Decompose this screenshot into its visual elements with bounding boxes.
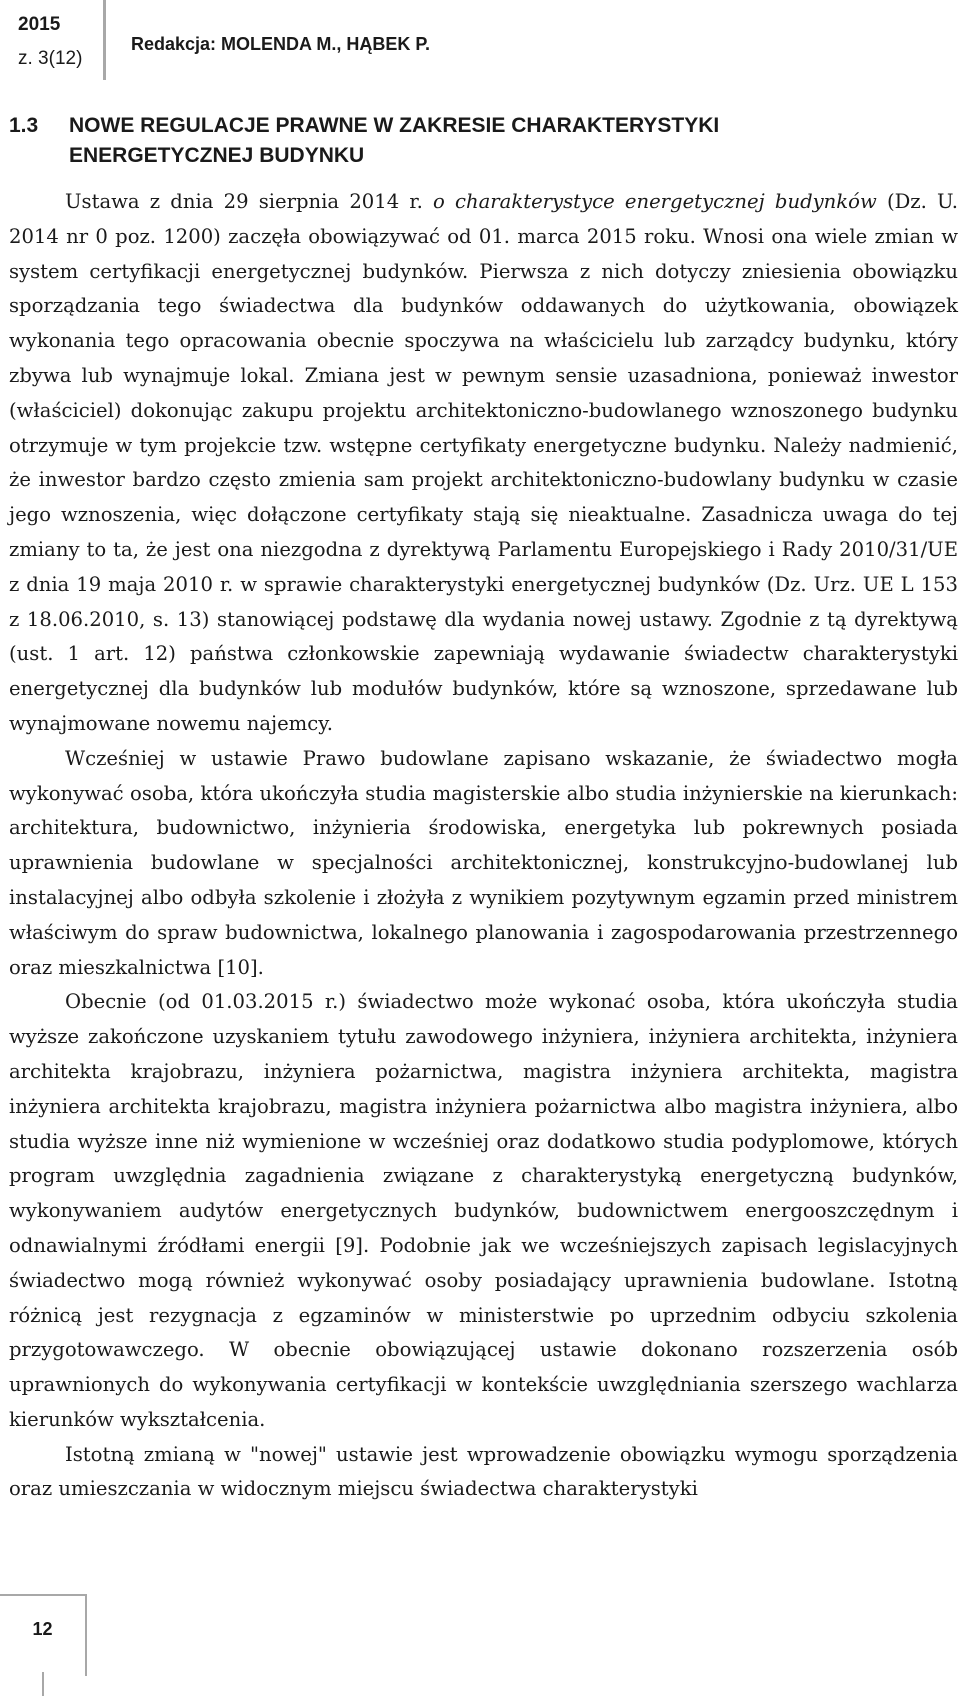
page-header bbox=[0, 0, 960, 80]
section-number: 1.3 bbox=[9, 114, 39, 137]
page-number: 12 bbox=[32, 1619, 53, 1639]
header-editors: Redakcja: MOLENDA M., HĄBEK P. bbox=[131, 34, 431, 54]
paragraph-1-lead: Ustawa z dnia 29 sierpnia 2014 r. bbox=[65, 190, 434, 213]
paragraph-4: Istotną zmianą w "nowej" ustawie jest wprowadzenie obowiązku wymogu sporządzenia oraz umieszczania w widocznym miejscu świadectwa charakterystyki bbox=[9, 1442, 958, 1501]
header-year: 2015 bbox=[18, 14, 61, 35]
paragraph-1-rest: (Dz. U. 2014 nr 0 poz. 1200) zaczęła obowiązywać od 01. marca 2015 roku. Wnosi ona wiele zmian w system certyfikacji energetycznej budynków. Pierwsza z nich dotyczy zniesienia obowiązku sporządzania tego świadectwa dla budynków oddawanych do użytkowania, obowiązek wykonania tego opracowania obecnie spoczywa na właścicielu lub zarządcy budynku, który zbywa lub wynajmuje lokal. Zmiana jest w pewnym sensie uzasadniona, ponieważ inwestor (właściciel) dokonując zakupu projektu architektoniczno-budowlanego wznoszonego budynku otrzymuje w tym projekcie tzw. wstępne certyfikaty energetyczne budynku. Należy nadmienić, że inwestor bardzo często zmienia sam projekt architektoniczno-budowlany budynku w czasie jego wznoszenia, więc dołączone certyfikaty stają się nieaktualne. Zasadnicza uwaga do tej zmiany to ta, że jest ona niezgodna z dyrektywą Parlamentu Europejskiego i Rady 2010/31/UE z dnia 19 maja 2010 r. w sprawie charakterystyki energetycznej budynków (Dz. Urz. UE L 153 z 18.06.2010, s. 13) stanowiącej podstawę dla wydania nowej ustawy. Zgodnie z tą dyrektywą (ust. 1 art. 12) państwa członkowskie zapewniają wydawanie świadectw charakterystyki energetycznej dla budynków lub modułów budynków, które są wznoszone, sprzedawane lub wynajmowane nowemu najemcy. bbox=[9, 190, 958, 735]
header-divider bbox=[103, 0, 106, 80]
header-issue: z. 3(12) bbox=[18, 48, 83, 69]
section-title-line-2: ENERGETYCZNEJ BUDYNKU bbox=[69, 144, 365, 167]
section-heading-line-1 bbox=[9, 111, 939, 141]
page-number-rule bbox=[42, 1672, 44, 1696]
section-heading bbox=[9, 111, 939, 171]
article-body bbox=[9, 185, 958, 1507]
act-title-italic: o charakterystyce energetycznej budynków bbox=[433, 190, 877, 213]
paragraph-1 bbox=[9, 185, 958, 742]
paragraph-3: Obecnie (od 01.03.2015 r.) świadectwo może wykonać osoba, która ukończyła studia wyższe zakończone uzyskaniem tytułu zawodowego inżyniera, inżyniera architekta, inżyniera architekta krajobrazu, inżyniera pożarnictwa, magistra inżyniera architekta, magistra inżyniera architekta krajobrazu, magistra inżyniera pożarnictwa albo magistra inżyniera, albo studia wyższe inne niż wymienione w wcześniej oraz dodatkowo studia podyplomowe, których program uwzględnia zagadnienia związane z charakterystyką energetyczną budynków, wykonywaniem audytów energetycznych budynków, budownictwem energooszczędnym i odnawialnymi źródłami energii [9]. Podobnie jak we wcześniejszych zapisach legislacyjnych świadectwo mogą również wykonywać osoby posiadający uprawnienia budowlane. Istotną różnicą jest rezygnacja z egzaminów w ministerstwie po uprzednim odbyciu szkolenia przygotowawczego. W obecnie obowiązującej ustawie dokonano rozszerzenia osób uprawnionych do wykonywania certyfikacji w kontekście uwzględniania szerszego wachlarza kierunków wykształcenia. bbox=[9, 990, 958, 1431]
paragraph-2: Wcześniej w ustawie Prawo budowlane zapisano wskazanie, że świadectwo mogła wykonywać osoba, która ukończyła studia magisterskie albo studia inżynierskie na kierunkach: architektura, budownictwo, inżynieria środowiska, energetyka lub pokrewnych posiada uprawnienia budowlane w specjalności architektonicznej, konstrukcyjno-budowlanej lub instalacyjnej albo odbyła szkolenie i złożyła z wynikiem pozytywnym egzamin przed ministrem właściwym do spraw budownictwa, lokalnego planowania i zagospodarowania przestrzennego oraz mieszkalnictwa [10]. bbox=[9, 746, 958, 979]
section-title-line-1: NOWE REGULACJE PRAWNE W ZAKRESIE CHARAKTERYSTYKI bbox=[69, 114, 720, 137]
